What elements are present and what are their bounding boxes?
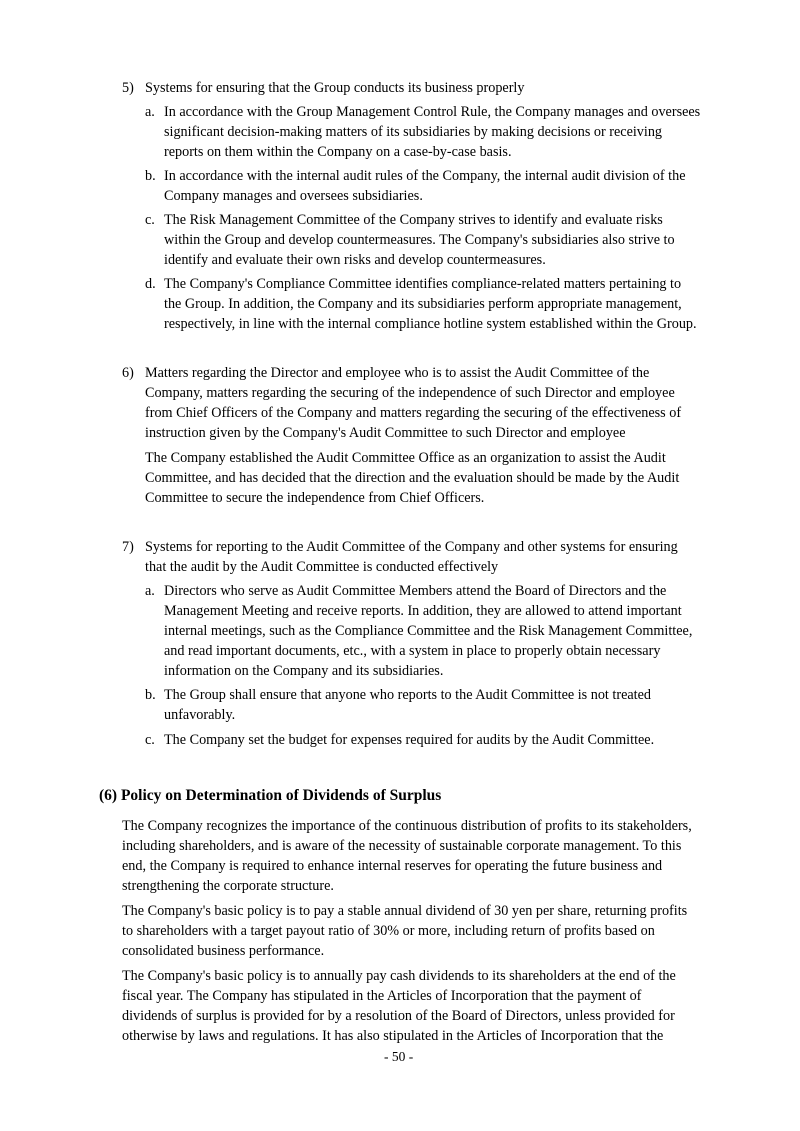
paragraph-line: The Company's basic policy is to pay a stable annual dividend of 30 yen per share, returning profits — [122, 903, 688, 919]
paragraph-line: The Company recognizes the importance of the continuous distribution of profits to its stakeholders, — [122, 818, 692, 834]
paragraph-line: consolidated business performance. — [122, 943, 325, 959]
item-body-line: Committee, and has decided that the direction and the evaluation should be made by the Audit — [145, 470, 680, 486]
item-body-line: Committee to secure the independence from Chief Officers. — [145, 490, 485, 506]
sub-line: unfavorably. — [164, 707, 236, 723]
item-number: 7) — [122, 539, 134, 555]
paragraph-line: end, the Company is required to enhance internal reserves for operating the future business and — [122, 858, 663, 874]
sub-line: The Group shall ensure that anyone who reports to the Audit Committee is not treated — [164, 687, 651, 703]
item-title-line: Matters regarding the Director and employee who is to assist the Audit Committee of the — [145, 365, 650, 381]
sub-line: The Risk Management Committee of the Company strives to identify and evaluate risks — [164, 212, 663, 228]
sub-marker: a. — [145, 104, 155, 120]
sub-line: In accordance with the Group Management Control Rule, the Company manages and oversees — [164, 104, 701, 120]
sub-marker: b. — [145, 687, 156, 703]
sub-line: significant decision-making matters of its subsidiaries by making decisions or receiving — [164, 124, 663, 140]
item-title-line: that the audit by the Audit Committee is conducted effectively — [145, 559, 499, 575]
sub-line: and read important documents, etc., with a system in place to properly obtain necessary — [164, 643, 661, 659]
paragraph-line: including shareholders, and is aware of the necessity of sustainable corporate management. To this — [122, 838, 682, 854]
sub-line: within the Group and develop countermeasures. The Company's subsidiaries also strive to — [164, 232, 675, 248]
paragraph-line: The Company's basic policy is to annually pay cash dividends to its shareholders at the end of the — [122, 968, 676, 984]
sub-line: internal meetings, such as the Compliance Committee and the Risk Management Committee, — [164, 623, 693, 639]
sub-marker: a. — [145, 583, 155, 599]
sub-marker: b. — [145, 168, 156, 184]
paragraph-line: strengthening the corporate structure. — [122, 878, 334, 894]
paragraph-line: otherwise by laws and regulations. It has also stipulated in the Articles of Incorporation that the — [122, 1028, 664, 1044]
sub-line: information on the Company and its subsidiaries. — [164, 663, 444, 679]
item-title-line: instruction given by the Company's Audit Committee to such Director and employee — [145, 425, 626, 441]
sub-line: respectively, in line with the internal compliance hotline system established within the Group. — [164, 316, 697, 332]
item-title-line: from Chief Officers of the Company and matters regarding the securing of the effectiveness of — [145, 405, 682, 421]
item-number: 5) — [122, 80, 134, 96]
item-title-line: Systems for reporting to the Audit Committee of the Company and other systems for ensuring — [145, 539, 678, 555]
paragraph-line: dividends of surplus is provided for by a resolution of the Board of Directors, unless provided for — [122, 1008, 675, 1024]
section-heading: (6) Policy on Determination of Dividends of Surplus — [99, 787, 442, 804]
item-title-line: Company, matters regarding the securing of the independence of such Director and employee — [145, 385, 675, 401]
sub-line: Directors who serve as Audit Committee Members attend the Board of Directors and the — [164, 583, 667, 599]
sub-line: the Group. In addition, the Company and its subsidiaries perform appropriate management, — [164, 296, 682, 312]
sub-line: The Company set the budget for expenses required for audits by the Audit Committee. — [164, 732, 655, 748]
sub-marker: c. — [145, 732, 155, 748]
item-number: 6) — [122, 365, 134, 381]
paragraph-line: fiscal year. The Company has stipulated in the Articles of Incorporation that the payment of — [122, 988, 642, 1004]
sub-line: In accordance with the internal audit rules of the Company, the internal audit division of the — [164, 168, 686, 184]
sub-line: Management Meeting and receive reports. In addition, they are allowed to attend important — [164, 603, 682, 619]
sub-marker: d. — [145, 276, 156, 292]
sub-line: Company manages and oversees subsidiaries. — [164, 188, 423, 204]
sub-line: reports on them within the Company on a case-by-case basis. — [164, 144, 512, 160]
sub-line: The Company's Compliance Committee identifies compliance-related matters pertaining to — [164, 276, 682, 292]
item-body-line: The Company established the Audit Committee Office as an organization to assist the Audit — [145, 450, 666, 466]
item-title-line: Systems for ensuring that the Group conducts its business properly — [145, 80, 525, 96]
sub-line: identify and evaluate their own risks and develop countermeasures. — [164, 252, 546, 268]
paragraph-line: to shareholders with a target payout ratio of 30% or more, including return of profits based on — [122, 923, 655, 939]
sub-marker: c. — [145, 212, 155, 228]
page-number: - 50 - — [384, 1049, 414, 1064]
